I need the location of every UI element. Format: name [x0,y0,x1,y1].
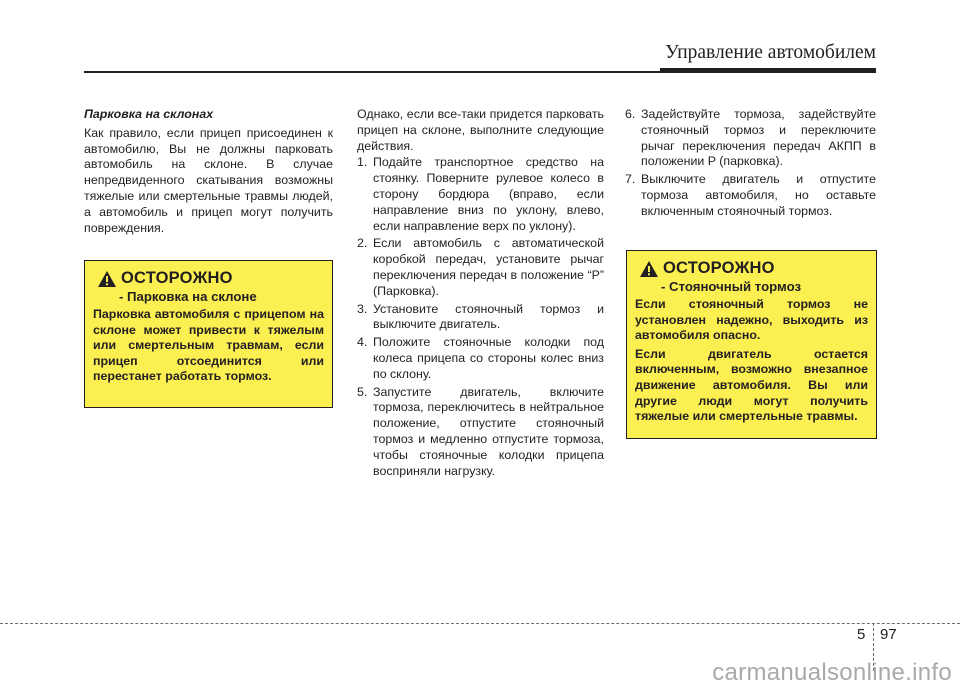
column-3 [625,107,876,222]
step-text: Установите стояночный тормоз и выключите двигатель. [373,301,604,332]
step-number: 5. [357,384,368,399]
list-item [625,107,876,170]
steps-list [357,155,604,479]
step-number: 6. [625,107,636,121]
step-text: Выключите двигатель и отпустите тормоза автомобиля, но оставьте включенным стояночный тормоз. [641,172,876,218]
warning-subtitle: - Стояночный тормоз [661,279,802,294]
warning-box-parking-brake [626,250,877,439]
list-item [357,335,604,382]
section-heading: Парковка на склонах [84,107,214,121]
footer-rule [0,623,960,624]
step-text: Запустите двигатель, включите тормоза, переключитесь в нейтральное положение, отпустите стояночный тормоз и медленно отпустите тормоза, чтобы стояночные колодки прицепа восприняли нагрузку. [373,384,604,478]
list-item [625,172,876,219]
warning-title: ОСТОРОЖНО [121,269,233,287]
warning-title: ОСТОРОЖНО [663,259,775,277]
list-item [357,385,604,480]
chapter-number: 5 [857,626,866,643]
warning-triangle-icon [97,270,117,288]
list-item [357,302,604,334]
page-number: 97 [880,626,897,643]
column-1 [84,107,333,236]
warning-body: Парковка автомобиля с прицепом на склоне может привести к тяжелым или смертельным травмам, если прицеп отсоединится или перестанет работать тормоз. [93,307,324,384]
step-number: 7. [625,172,636,187]
steps-list-continued [625,107,876,220]
warning-subtitle: - Парковка на склоне [119,289,257,304]
column-2 [357,107,604,481]
step-text: Подайте транспортное средство на стоянку. Поверните рулевое колесо в сторону бордюра (вправо, если направление вниз по уклону, влево, если направление верх по уклону). [373,155,604,233]
warning-title-row [635,259,868,278]
header-rule-accent [660,68,876,73]
warning-body: Если двигатель остается включенным, возможно внезапное движение автомобиля. Вы или другие люди могут получить тяжелые или смертельные травмы. [635,346,868,424]
warning-title-row [93,269,324,288]
list-item [357,155,604,234]
step-number: 4. [357,335,368,350]
step-number: 3. [357,301,368,316]
step-number: 2. [357,236,368,251]
warning-box-slope-parking [84,260,333,408]
warning-body: Если стояночный тормоз не установлен надежно, выходить из автомобиля опасно. [635,297,868,343]
step-text: Положите стояночные колодки под колеса прицепа со стороны колес вниз по склону. [373,335,604,381]
warning-triangle-icon [639,260,659,278]
watermark: carmanualsonline.info [712,659,952,686]
step-text: Если автомобиль с автоматической коробкой передач, установите рычаг переключения передач в положение “P” (Парковка). [373,236,604,298]
step-number: 1. [357,155,368,170]
list-item [357,236,604,299]
instructions-intro: Однако, если все-таки придется парковать прицеп на склоне, выполните следующие действия. [357,107,604,153]
step-text: Задействуйте тормоза, задействуйте стояночный тормоз и переключите рычаг переключения передач АКПП в положении P (парковка). [641,107,876,169]
page-header-title: Управление автомобилем [665,42,876,63]
intro-paragraph: Как правило, если прицеп присоединен к автомобилю, Вы не должны парковать автомобиль на склоне. В случае непредвиденного скатывания возможны тяжелые или смертельные травмы людей, а автомобиль и прицеп могут получить повреждения. [84,125,333,235]
header-rule [84,71,660,73]
